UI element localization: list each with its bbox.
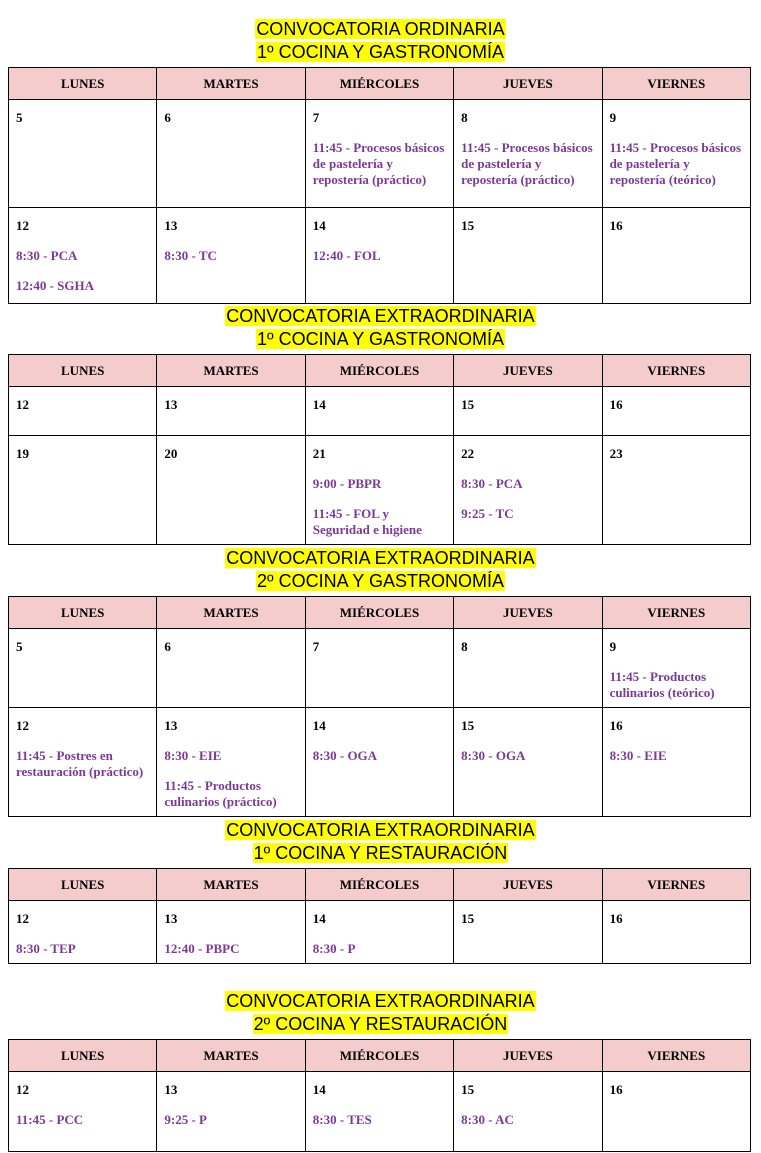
day-cell <box>157 208 305 304</box>
section-title-line2: 1º COCINA Y RESTAURACIÓN <box>253 843 508 863</box>
day-cell <box>602 629 750 708</box>
day-cell <box>305 708 453 817</box>
exam-entry: 11:45 - Procesos básicos de pastelería y repostería (práctico) <box>312 140 445 187</box>
week-row <box>9 100 751 208</box>
exam-entry: 8:30 - PCA <box>16 248 78 263</box>
weekday-header: LUNES <box>9 1040 157 1072</box>
day-cell <box>454 629 602 708</box>
week-row <box>9 901 751 964</box>
exam-entry: 8:30 - P <box>312 941 356 956</box>
weekday-header: MARTES <box>157 68 305 100</box>
weekday-header-row <box>9 1040 751 1072</box>
weekday-header: MIÉRCOLES <box>305 68 453 100</box>
schedule-table <box>8 596 751 817</box>
day-cell <box>454 100 602 208</box>
day-number: 12 <box>16 718 29 733</box>
day-number: 13 <box>164 1082 178 1097</box>
day-number: 14 <box>312 718 326 733</box>
exam-entry: 8:30 - PCA <box>461 476 523 491</box>
exam-entry: 11:45 - FOL y Seguridad e higiene <box>312 506 422 537</box>
weekday-header: VIERNES <box>602 869 750 901</box>
day-cell <box>454 208 602 304</box>
day-number: 22 <box>461 446 475 461</box>
section-title-line1: CONVOCATORIA EXTRAORDINARIA <box>226 306 535 326</box>
day-cell <box>305 100 453 208</box>
section-title-line2: 1º COCINA Y GASTRONOMÍA <box>257 42 504 62</box>
day-number: 5 <box>16 639 23 654</box>
day-cell <box>9 387 157 436</box>
day-number: 23 <box>609 446 623 461</box>
day-cell <box>602 708 750 817</box>
weekday-header: LUNES <box>9 597 157 629</box>
section-title-line1: CONVOCATORIA ORDINARIA <box>256 19 505 39</box>
day-cell <box>305 387 453 436</box>
exam-entry: 8:30 - EIE <box>609 748 667 763</box>
exam-entry: 11:45 - Procesos básicos de pastelería y repostería (práctico) <box>461 140 593 187</box>
exam-entry: 12:40 - PBPC <box>164 941 240 956</box>
week-row <box>9 629 751 708</box>
day-cell <box>602 1072 750 1152</box>
day-cell <box>157 100 305 208</box>
day-cell <box>602 387 750 436</box>
day-number: 15 <box>461 1082 475 1097</box>
weekday-header-row <box>9 597 751 629</box>
exam-entry: 9:25 - TC <box>461 506 514 521</box>
day-cell <box>157 708 305 817</box>
day-cell <box>305 436 453 545</box>
day-number: 13 <box>164 397 178 412</box>
day-cell <box>454 436 602 545</box>
day-cell <box>9 436 157 545</box>
day-cell <box>602 100 750 208</box>
weekday-header: JUEVES <box>454 1040 602 1072</box>
exam-entry: 12:40 - FOL <box>312 248 381 263</box>
day-number: 19 <box>16 446 29 461</box>
day-cell <box>454 387 602 436</box>
day-cell <box>602 436 750 545</box>
day-cell <box>157 901 305 964</box>
schedule-table <box>8 354 751 545</box>
day-number: 14 <box>312 397 326 412</box>
day-number: 16 <box>609 718 623 733</box>
day-number: 6 <box>164 110 171 125</box>
schedule-table <box>8 868 751 964</box>
weekday-header-row <box>9 68 751 100</box>
week-row <box>9 387 751 436</box>
exam-entry: 11:45 - Procesos básicos de pastelería y repostería (teórico) <box>609 140 742 187</box>
weekday-header: MIÉRCOLES <box>305 355 453 387</box>
day-cell <box>602 901 750 964</box>
section-title-line2: 1º COCINA Y GASTRONOMÍA <box>257 329 504 349</box>
day-number: 15 <box>461 718 475 733</box>
weekday-header: MIÉRCOLES <box>305 597 453 629</box>
section-title-line1: CONVOCATORIA EXTRAORDINARIA <box>226 820 535 840</box>
weekday-header: LUNES <box>9 68 157 100</box>
section-title <box>0 18 761 64</box>
exam-entry: 11:45 - Postres en restauración (práctico) <box>16 748 144 779</box>
day-number: 9 <box>609 639 617 654</box>
day-cell <box>9 629 157 708</box>
week-row <box>9 1072 751 1152</box>
day-cell <box>9 208 157 304</box>
weekday-header: MARTES <box>157 597 305 629</box>
weekday-header-row <box>9 355 751 387</box>
day-cell <box>9 901 157 964</box>
exam-entry: 12:40 - SGHA <box>16 278 94 293</box>
day-number: 13 <box>164 911 178 926</box>
day-number: 8 <box>461 639 468 654</box>
weekday-header: JUEVES <box>454 68 602 100</box>
week-row <box>9 708 751 817</box>
day-cell <box>454 1072 602 1152</box>
weekday-header: JUEVES <box>454 355 602 387</box>
day-number: 7 <box>312 110 320 125</box>
weekday-header: MARTES <box>157 355 305 387</box>
day-number: 13 <box>164 718 178 733</box>
section-title-line1: CONVOCATORIA EXTRAORDINARIA <box>226 991 535 1011</box>
weekday-header: VIERNES <box>602 1040 750 1072</box>
exam-entry: 8:30 - OGA <box>461 748 526 763</box>
day-cell <box>454 708 602 817</box>
weekday-header: MARTES <box>157 869 305 901</box>
section-title-line2: 2º COCINA Y RESTAURACIÓN <box>253 1014 508 1034</box>
exam-entry: 8:30 - TES <box>312 1112 372 1127</box>
week-row <box>9 208 751 304</box>
day-number: 13 <box>164 218 178 233</box>
day-number: 6 <box>164 639 171 654</box>
day-number: 12 <box>16 911 29 926</box>
day-cell <box>9 708 157 817</box>
weekday-header: JUEVES <box>454 597 602 629</box>
day-number: 7 <box>312 639 320 654</box>
exam-entry: 9:25 - P <box>164 1112 207 1127</box>
schedule-table <box>8 1039 751 1152</box>
section-title <box>0 547 761 593</box>
day-cell <box>157 629 305 708</box>
section-title <box>0 819 761 865</box>
exam-entry: 11:45 - Productos culinarios (teórico) <box>609 669 715 700</box>
day-cell <box>157 1072 305 1152</box>
weekday-header-row <box>9 869 751 901</box>
day-cell <box>305 901 453 964</box>
day-number: 5 <box>16 110 23 125</box>
day-number: 16 <box>609 1082 623 1097</box>
weekday-header: LUNES <box>9 355 157 387</box>
weekday-header: VIERNES <box>602 68 750 100</box>
weekday-header: MIÉRCOLES <box>305 869 453 901</box>
day-number: 14 <box>312 911 326 926</box>
day-cell <box>305 208 453 304</box>
week-row <box>9 436 751 545</box>
day-number: 16 <box>609 397 623 412</box>
day-number: 12 <box>16 1082 29 1097</box>
exam-entry: 8:30 - TC <box>164 248 217 263</box>
exam-entry: 11:45 - Productos culinarios (práctico) <box>164 778 277 809</box>
day-cell <box>602 208 750 304</box>
weekday-header: VIERNES <box>602 597 750 629</box>
exam-entry: 11:45 - PCC <box>16 1112 84 1127</box>
day-cell <box>305 629 453 708</box>
exam-entry: 8:30 - EIE <box>164 748 222 763</box>
schedule-table <box>8 67 751 304</box>
day-number: 12 <box>16 218 29 233</box>
weekday-header: VIERNES <box>602 355 750 387</box>
day-number: 14 <box>312 1082 326 1097</box>
weekday-header: MARTES <box>157 1040 305 1072</box>
day-number: 8 <box>461 110 468 125</box>
day-number: 20 <box>164 446 178 461</box>
day-number: 16 <box>609 218 623 233</box>
day-cell <box>157 436 305 545</box>
day-cell <box>454 901 602 964</box>
day-cell <box>9 100 157 208</box>
exam-entry: 8:30 - TEP <box>16 941 76 956</box>
day-number: 9 <box>609 110 617 125</box>
day-number: 21 <box>312 446 326 461</box>
section-title <box>0 990 761 1036</box>
day-number: 15 <box>461 911 475 926</box>
day-number: 15 <box>461 397 475 412</box>
weekday-header: LUNES <box>9 869 157 901</box>
day-cell <box>305 1072 453 1152</box>
day-number: 12 <box>16 397 29 412</box>
day-number: 15 <box>461 218 475 233</box>
section-title-line2: 2º COCINA Y GASTRONOMÍA <box>257 571 504 591</box>
section-title <box>0 305 761 351</box>
exam-entry: 8:30 - OGA <box>312 748 378 763</box>
weekday-header: JUEVES <box>454 869 602 901</box>
exam-entry: 9:00 - PBPR <box>312 476 382 491</box>
day-cell <box>9 1072 157 1152</box>
weekday-header: MIÉRCOLES <box>305 1040 453 1072</box>
exam-entry: 8:30 - AC <box>461 1112 514 1127</box>
day-number: 16 <box>609 911 623 926</box>
day-cell <box>157 387 305 436</box>
section-title-line1: CONVOCATORIA EXTRAORDINARIA <box>226 548 535 568</box>
day-number: 14 <box>312 218 326 233</box>
